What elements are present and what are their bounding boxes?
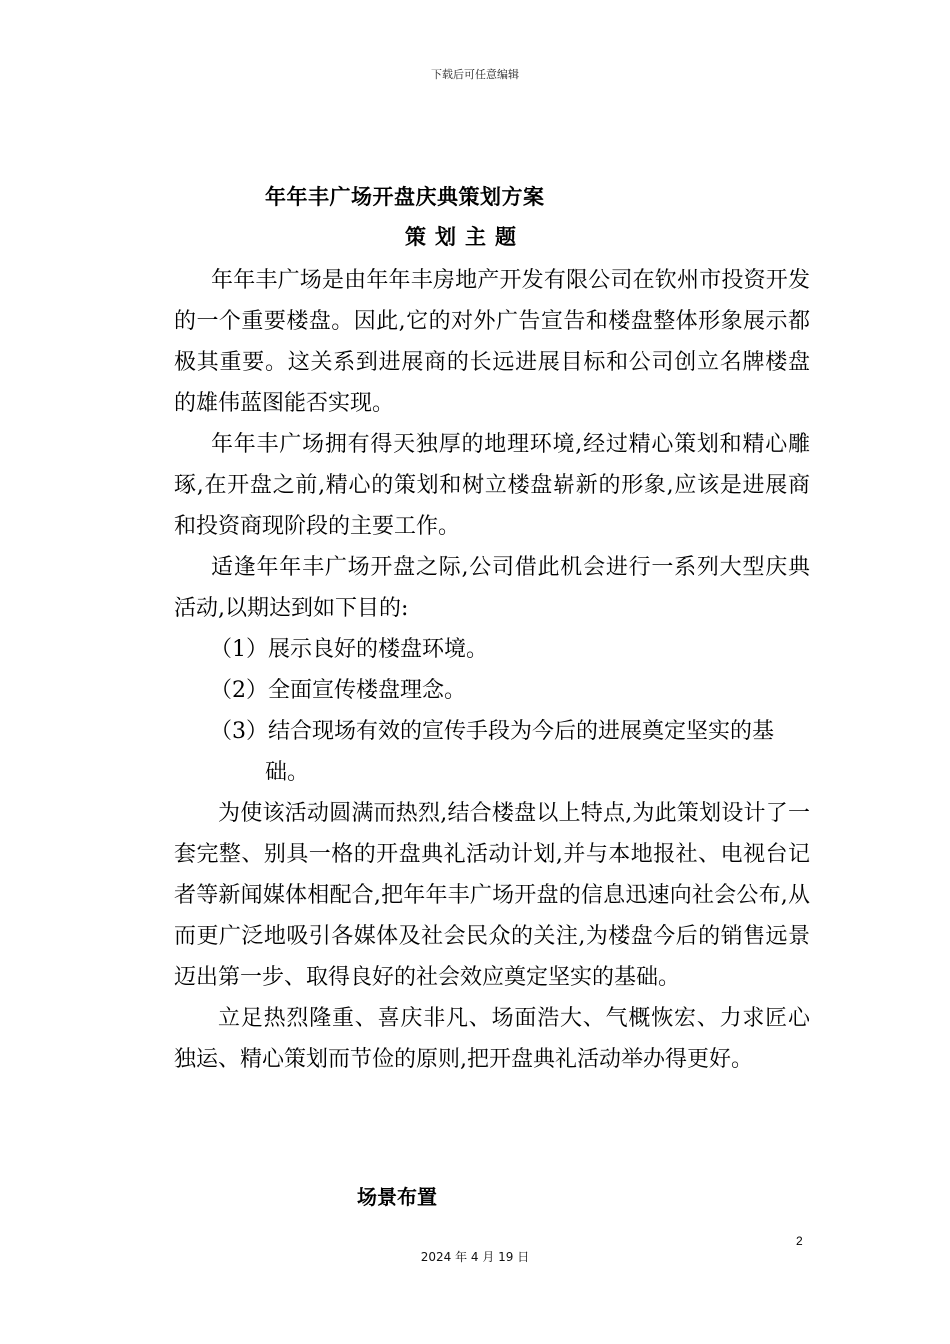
paragraph-purpose: 适逢年年丰广场开盘之际,公司借此机会进行一系列大型庆典活动,以期达到如下目的:: [174, 555, 810, 621]
footer-date: 2024 年 4 月 19 日: [420, 1250, 530, 1264]
goal-item: （2）全面宣传楼盘理念。: [210, 678, 466, 703]
page-number: 2: [796, 1234, 803, 1248]
section-title: 策划主题: [405, 225, 525, 249]
paragraph-principle: 立足热烈隆重、喜庆非凡、场面浩大、气概恢宏、力求匠心独运、精心策划而节俭的原则,把开盘典礼活动举办得更好。: [174, 1006, 810, 1072]
subheading-scene-setup: 场景布置: [357, 1185, 437, 1209]
header-note: 下载后可任意编辑: [431, 68, 519, 81]
goal-item: （1）展示良好的楼盘环境。: [210, 637, 488, 662]
document-title: 年年丰广场开盘庆典策划方案: [265, 185, 545, 209]
paragraph-location: 年年丰广场拥有得天独厚的地理环境,经过精心策划和精心雕琢,在开盘之前,精心的策划和树立楼盘崭新的形象,应该是进展商和投资商现阶段的主要工作。: [174, 432, 810, 539]
paragraph-plan: 为使该活动圆满而热烈,结合楼盘以上特点,为此策划设计了一套完整、别具一格的开盘典礼活动计划,并与本地报社、电视台记者等新闻媒体相配合,把年年丰广场开盘的信息迅速向社会公布,从而更广泛地吸引各媒体及社会民众的关注,为楼盘今后的销售远景迈出第一步、取得良好的社会效应奠定坚实的基础。: [174, 801, 810, 990]
paragraph-intro: 年年丰广场是由年年丰房地产开发有限公司在钦州市投资开发的一个重要楼盘。因此,它的对外广告宣告和楼盘整体形象展示都极其重要。这关系到进展商的长远进展目标和公司创立名牌楼盘的雄伟蓝图能否实现。: [174, 268, 810, 416]
document-body: [174, 260, 810, 1080]
goal-item: （3）结合现场有效的宣传手段为今后的进展奠定坚实的基础。: [210, 719, 774, 785]
